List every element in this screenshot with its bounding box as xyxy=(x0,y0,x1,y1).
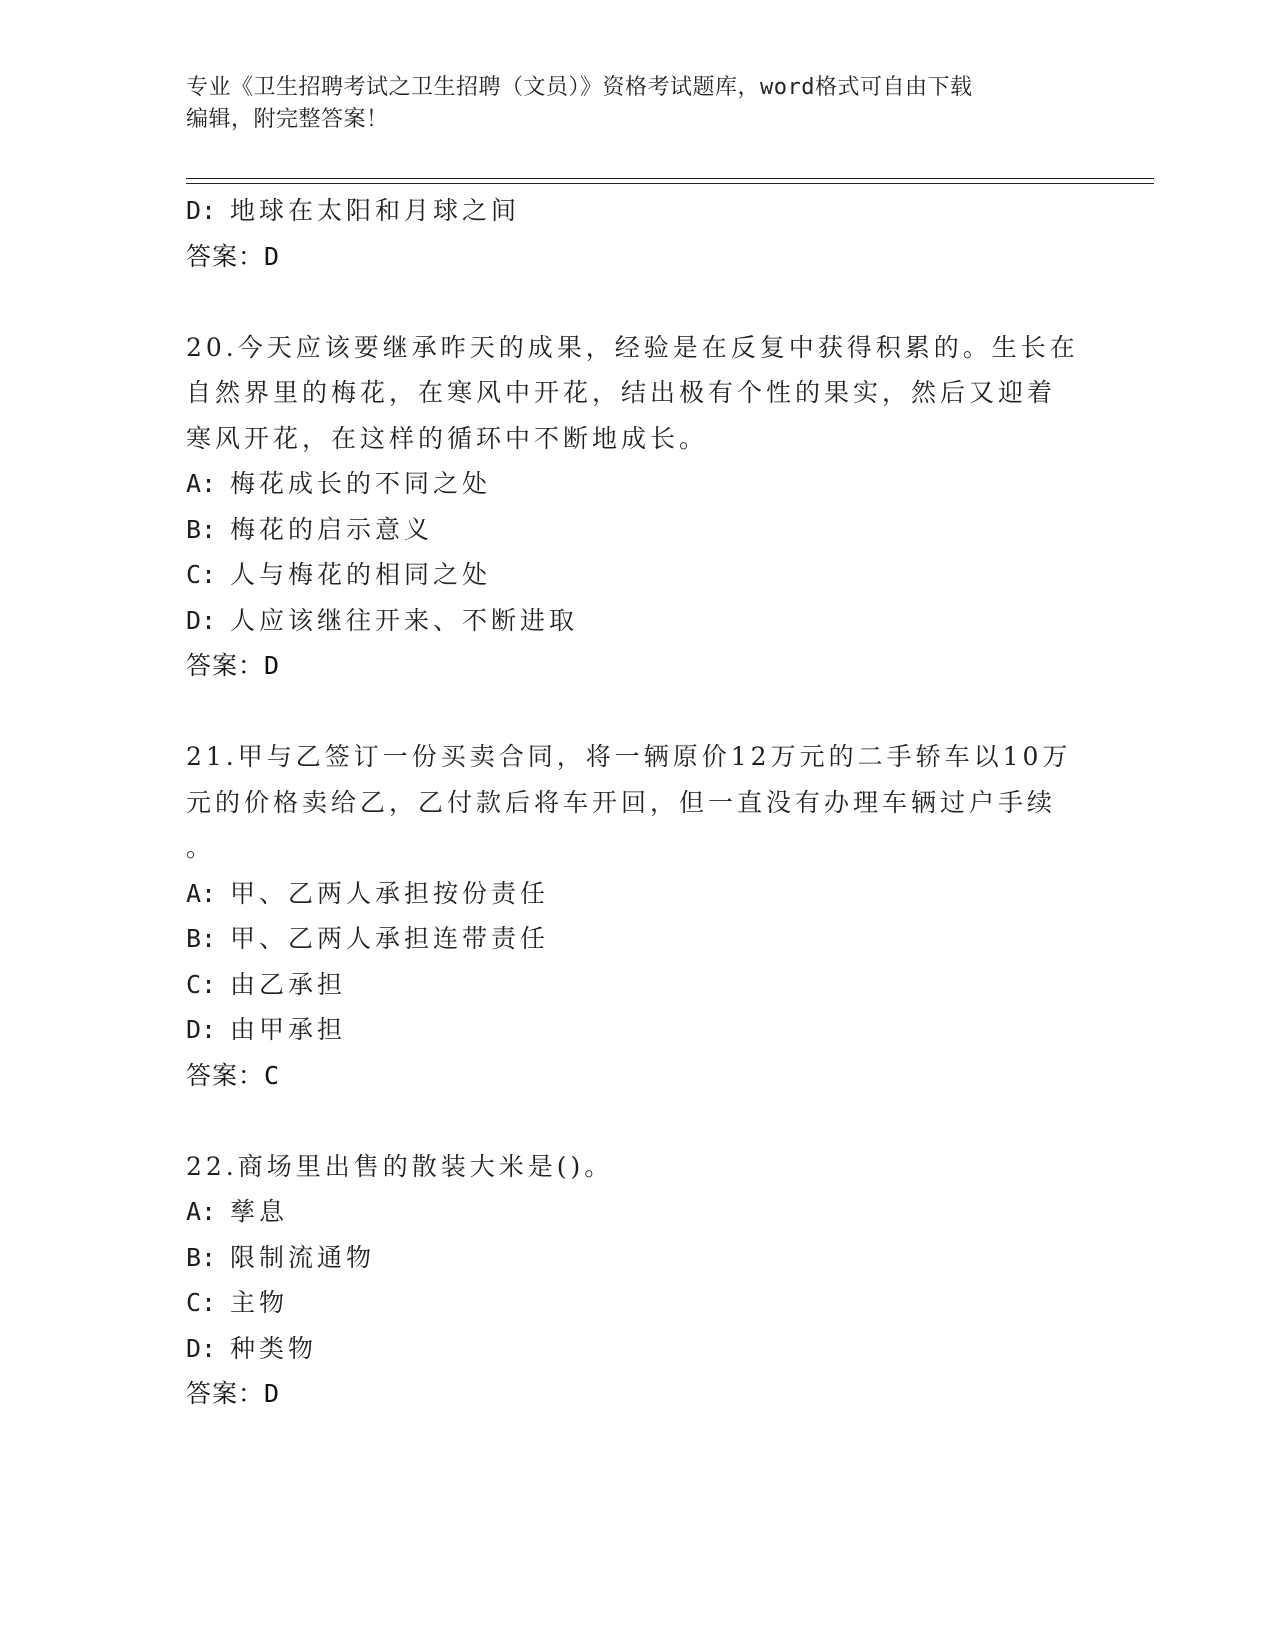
option-text: 地球在太阳和月球之间 xyxy=(230,196,521,225)
option-key: C: xyxy=(186,1288,217,1317)
answer-line: 答案：D xyxy=(186,1379,281,1408)
option-text: 甲、乙两人承担按份责任 xyxy=(230,878,550,908)
question-21 xyxy=(186,734,1086,1098)
option-text: 由甲承担 xyxy=(230,1015,347,1044)
option-key: D: xyxy=(186,605,217,635)
question-stem-line: 20.今天应该要继承昨天的成果，经验是在反复中获得积累的。生长在 xyxy=(186,332,1079,362)
header-divider-top xyxy=(186,178,1154,179)
option-text: 限制流通物 xyxy=(230,1242,376,1272)
option-key: D: xyxy=(186,196,217,225)
option-key: B: xyxy=(186,924,217,953)
spacer xyxy=(186,689,1086,735)
option-text: 种类物 xyxy=(230,1333,318,1363)
option-key: B: xyxy=(186,514,217,544)
option-d xyxy=(186,1326,1086,1372)
option-text: 梅花成长的不同之处 xyxy=(230,469,492,498)
question-stem-line: 自然界里的梅花，在寒风中开花，结出极有个性的果实，然后又迎着 xyxy=(186,378,1057,407)
spacer xyxy=(186,279,1086,325)
option-c xyxy=(186,962,1086,1008)
option-key: D: xyxy=(186,1333,217,1363)
answer-line: 答案：D xyxy=(186,651,281,680)
question-22 xyxy=(186,1144,1086,1417)
option-text: 梅花的启示意义 xyxy=(230,514,434,544)
question-list xyxy=(186,188,1086,1417)
question-stem-line: 。 xyxy=(186,833,216,862)
option-text: 甲、乙两人承担连带责任 xyxy=(230,924,550,953)
option-key: C: xyxy=(186,560,217,589)
option-b xyxy=(186,1235,1086,1281)
option-b xyxy=(186,916,1086,962)
option-c xyxy=(186,552,1086,598)
option-a xyxy=(186,1189,1086,1235)
answer-line: 答案：D xyxy=(186,241,281,271)
document-header xyxy=(186,72,1066,136)
question-stem-line: 元的价格卖给乙，乙付款后将车开回，但一直没有办理车辆过户手续 xyxy=(186,787,1057,817)
option-a xyxy=(186,871,1086,917)
option-text: 由乙承担 xyxy=(230,969,347,999)
option-text: 人与梅花的相同之处 xyxy=(230,560,492,589)
question-stem-line: 22.商场里出售的散装大米是()。 xyxy=(186,1151,614,1181)
question-stem-line: 21.甲与乙签订一份买卖合同，将一辆原价12万元的二手轿车以10万 xyxy=(186,742,1072,771)
spacer xyxy=(186,1098,1086,1144)
option-text: 孳息 xyxy=(230,1197,289,1226)
question-20 xyxy=(186,325,1086,689)
option-text: 人应该继往开来、不断进取 xyxy=(230,605,579,635)
option-key: A: xyxy=(186,469,217,498)
header-line-2: 编辑，附完整答案！ xyxy=(186,107,389,132)
option-d xyxy=(186,1007,1086,1053)
option-d xyxy=(186,598,1086,644)
answer-line: 答案：C xyxy=(186,1060,281,1090)
option-c xyxy=(186,1280,1086,1326)
header-line-1: 专业《卫生招聘考试之卫生招聘（文员）》资格考试题库，word格式可自由下载 xyxy=(186,75,973,100)
option-key: A: xyxy=(186,878,217,908)
option-key: D: xyxy=(186,1015,217,1044)
option-d xyxy=(186,188,1086,234)
option-key: C: xyxy=(186,969,217,999)
option-key: B: xyxy=(186,1242,217,1272)
option-a xyxy=(186,461,1086,507)
option-text: 主物 xyxy=(230,1288,289,1317)
question-stem-line: 寒风开花，在这样的循环中不断地成长。 xyxy=(186,423,709,453)
header-divider-bottom xyxy=(186,183,1154,184)
option-key: A: xyxy=(186,1197,217,1226)
option-b xyxy=(186,507,1086,553)
